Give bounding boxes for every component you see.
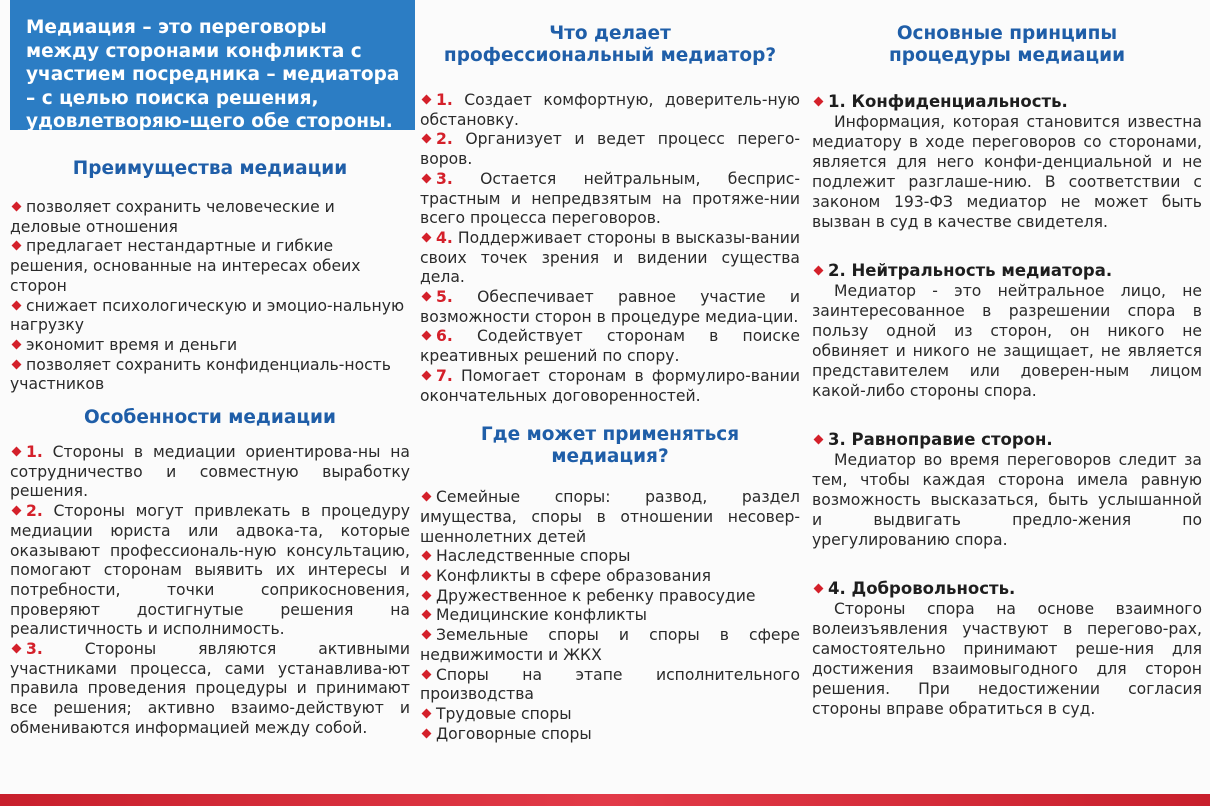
right-column — [812, 0, 1202, 719]
diamond-bullet-icon — [422, 630, 432, 640]
diamond-bullet-icon — [12, 506, 22, 516]
diamond-bullet-icon — [422, 669, 432, 679]
diamond-bullet-icon — [12, 359, 22, 369]
list-item: позволяет сохранить конфиденциаль-ность участников — [10, 355, 391, 394]
diamond-bullet-icon — [422, 173, 432, 183]
list-item: 4. Поддерживает стороны в высказы-вании своих точек зрения и видении существа дела. — [420, 228, 800, 287]
diamond-bullet-icon — [422, 610, 432, 620]
principles-title: Основные принципы процедуры медиации — [888, 23, 1126, 66]
diamond-bullet-icon — [12, 339, 22, 349]
diamond-bullet-icon — [422, 551, 432, 561]
principle-title: 2. Нейтральность медиатора. — [812, 260, 1202, 281]
list-item: 1. Стороны в медиации ориентирова-ны на сотрудничество и совместную выработку решения. — [10, 443, 410, 501]
list-item: 2. Стороны могут привлекать в процедуру медиации юриста или адвока-та, которые оказывают профессиональ-ную консультацию, помогают сторонам выявить их интересы и потребности, точки соприкосновения, проверяют достигнутые решения на реалистичность и исполнимость. — [10, 502, 410, 639]
intro-box — [10, 0, 415, 130]
list-item: снижает психологическую и эмоцио-нальную нагрузку — [10, 296, 405, 335]
diamond-bullet-icon — [422, 492, 432, 502]
diamond-bullet-icon — [422, 232, 432, 242]
principle-text: Стороны спора на основе взаимного волеизъявления участвуют в перегово-рах, самостоятельно принимают реше-ния для достижения взаимовыгодного для сторон решения. При недостижении согласия стороны вправе обратиться в суд. — [812, 600, 1202, 718]
diamond-bullet-icon — [12, 447, 22, 457]
list-item: Конфликты в сфере образования — [420, 567, 800, 587]
advantages-list — [10, 198, 410, 395]
list-item: экономит время и деньги — [10, 336, 410, 356]
principle-title: 3. Равноправие сторон. — [812, 429, 1202, 450]
principle-block — [812, 578, 1202, 719]
diamond-bullet-icon — [422, 331, 432, 341]
duties-list — [420, 91, 800, 406]
list-item: позволяет сохранить человеческие и деловые отношения — [10, 198, 335, 236]
diamond-bullet-icon — [422, 709, 432, 719]
list-item: Земельные споры и споры в сфере недвижимости и ЖКХ — [420, 626, 800, 664]
principle-title: 4. Добровольность. — [812, 578, 1202, 599]
list-item: 5. Обеспечивает равное участие и возможности сторон в процедуре медиа-ции. — [420, 288, 800, 326]
diamond-bullet-icon — [12, 202, 22, 212]
list-item: 3. Остается нейтральным, бесприс-трастным и непредвзятым на протяже-нии всего процесса переговоров. — [420, 169, 800, 228]
list-item: Споры на этапе исполнительного производства — [420, 665, 800, 704]
diamond-bullet-icon — [12, 241, 22, 251]
intro-text: Медиация – это переговоры между сторонами конфликта с участием посредника – медиатора – с целью поиска решения, удовлетворяю-щего обе стороны. — [26, 17, 400, 132]
list-item: 1. Создает комфортную, доверитель-ную обстановку. — [420, 91, 800, 129]
diamond-bullet-icon — [814, 435, 824, 445]
list-item: Медицинские конфликты — [420, 606, 800, 626]
principle-block — [812, 429, 1202, 550]
diamond-bullet-icon — [814, 97, 824, 107]
principle-text: Медиатор во время переговоров следит за тем, чтобы каждая сторона имела равную возможность высказаться, быть услышанной и выдвигать предло-жения по урегулированию спора. — [812, 451, 1202, 549]
diamond-bullet-icon — [12, 300, 22, 310]
left-column — [10, 0, 410, 739]
diamond-bullet-icon — [12, 644, 22, 654]
features-title: Особенности медиации — [84, 407, 336, 429]
areas-title: Где может применяться медиация? — [480, 424, 740, 468]
principle-text: Информация, которая становится известна медиатору в ходе переговоров со сторонами, является для него конфи-денциальной и не подлежит разглаше-нию. В соответствии с законом 193-ФЗ медиатор не может быть вызван в суд в качестве свидетеля. — [812, 113, 1202, 231]
list-item: 6. Содействует сторонам в поиске креативных решений по спору. — [420, 327, 800, 366]
list-item: 7. Помогает сторонам в формулиро-вании окончательных договоренностей. — [420, 366, 800, 405]
diamond-bullet-icon — [422, 292, 432, 302]
duties-title: Что делает профессиональный медиатор? — [443, 23, 777, 66]
principle-block — [812, 91, 1202, 232]
diamond-bullet-icon — [422, 95, 432, 105]
bottom-red-band — [0, 794, 1210, 806]
diamond-bullet-icon — [422, 728, 432, 738]
diamond-bullet-icon — [814, 266, 824, 276]
list-item: Трудовые споры — [420, 705, 800, 725]
areas-list — [420, 488, 800, 744]
list-item: Семейные споры: развод, раздел имущества, споры в отношении несовер-шеннолетних детей — [420, 488, 800, 546]
list-item: Договорные споры — [420, 725, 800, 745]
principle-title: 1. Конфиденциальность. — [812, 91, 1202, 112]
diamond-bullet-icon — [814, 584, 824, 594]
diamond-bullet-icon — [422, 590, 432, 600]
list-item: Наследственные споры — [420, 547, 800, 567]
principle-text: Медиатор - это нейтральное лицо, не заинтересованное в разрешении спора в пользу одной из сторон, он никого не обвиняет и никого не защищает, не является представителем или доверен-ным лицом какой-либо стороны спора. — [812, 282, 1202, 400]
diamond-bullet-icon — [422, 134, 432, 144]
middle-column — [420, 0, 800, 744]
principle-block — [812, 260, 1202, 401]
diamond-bullet-icon — [422, 370, 432, 380]
list-item: Дружественное к ребенку правосудие — [420, 587, 800, 607]
features-list — [10, 443, 410, 739]
list-item: 3. Стороны являются активными участниками процесса, сами устанавлива-ют правила проведения процедуры и принимают все решения; активно взаимо-действуют и обмениваются информацией между собой. — [10, 640, 410, 737]
diamond-bullet-icon — [422, 571, 432, 581]
advantages-title: Преимущества медиации — [72, 158, 348, 179]
list-item: предлагает нестандартные и гибкие решения, основанные на интересах обеих сторон — [10, 237, 361, 295]
list-item: 2. Организует и ведет процесс перего-воров. — [420, 130, 800, 169]
